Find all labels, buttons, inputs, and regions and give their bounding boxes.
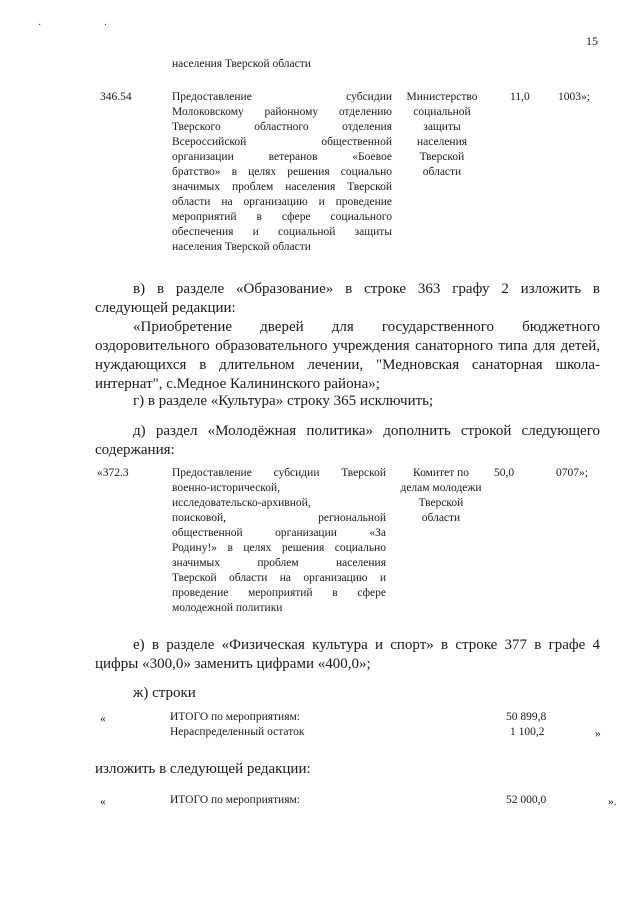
paragraph-line: цифры «300,0» заменить цифрами «400,0»; [95,656,371,672]
paragraph-line: содержания: [95,442,175,458]
desc-line: области на организацию и проведение [172,196,392,208]
paragraph-line: «Приобретение дверей для государственного бюджетного [133,319,600,335]
org-line: Комитет по [413,467,469,479]
row-organization [400,90,484,180]
desc-line: Тверского областного отделения [172,121,392,133]
desc-line: проведение мероприятий в сфере [172,587,386,599]
desc-line: военно-исторической, [172,482,281,494]
desc-line: населения Тверской области [172,241,311,253]
paragraph-line: д) раздел «Молодёжная политика» дополнить строкой следующего [133,423,600,439]
desc-line: организации ветеранов «Боевое [172,151,392,163]
paragraph-line: г) в разделе «Культура» строку 365 исключить; [133,393,434,409]
row-description [172,466,386,616]
org-line: Тверской [418,497,464,509]
paragraph-line: изложить в следующей редакции: [95,761,311,777]
paragraph-line: е) в разделе «Физическая культура и спорт» в строке 377 в графе 4 [133,637,600,653]
paragraph-line: следующей редакции: [95,300,236,316]
desc-line: общественной организации «За [172,527,386,539]
paragraph-v-quote [95,318,600,394]
row-tail-text: населения Тверской области [172,58,311,70]
ostatok-label: Нераспределенный остаток [170,726,305,738]
desc-line: значимых проблем населения [172,557,386,569]
desc-line: Тверской области на организацию и [172,572,386,584]
itogo-value: 50 899,8 [506,711,547,723]
open-quote: « [100,796,106,808]
desc-line: обеспечения и социальной защиты [172,226,392,238]
paragraph-line: интернат", с.Медное Калининского района»; [95,376,380,392]
paragraph-line: нуждающихся в длительном лечении, "Медновская санаторная школа- [95,357,600,373]
desc-line: Предоставление субсидии [172,91,392,103]
row-organization [394,466,488,526]
org-line: области [421,512,461,524]
paragraph-izlozhit [95,760,600,779]
paragraph-line: оздоровительного образовательного учреждения санаторного типа для детей, [95,338,600,354]
paragraph-zh [95,684,600,703]
org-line: Министерство [406,91,478,103]
row-sum: 11,0 [510,91,530,103]
itogo-label: ИТОГО по мероприятиям: [170,794,300,806]
org-line: населения [416,136,468,148]
desc-line: Родину!» в целях решения социально [172,542,386,554]
desc-line: Молоковскому районному отделению [172,106,392,118]
paragraph-v [95,280,600,318]
ostatok-value: 1 100,2 [510,726,545,738]
page-number: 15 [586,34,598,48]
row-kbk: 1003»; [558,91,590,103]
org-line: Тверской [419,151,465,163]
row-code: 346.54 [100,91,132,103]
row-kbk: 0707»; [556,467,588,479]
desc-line: исследовательско-архивной, [172,497,311,509]
close-quote: » [595,728,601,740]
row-sum: 50,0 [494,467,515,479]
paragraph-line: в) в разделе «Образование» в строке 363 графу 2 изложить в [133,281,600,297]
open-quote: « [100,713,106,725]
row-code: «372.3 [97,467,129,479]
desc-line: братство» в целях решения социально [172,166,392,178]
org-line: защиты [423,121,461,133]
close-quote: ». [608,796,617,808]
desc-line: значимых проблем населения Тверской [172,181,392,193]
row-description [172,90,392,255]
desc-line: молодежной политики [172,602,283,614]
desc-line: поисковой, региональной [172,512,386,524]
org-line: области [422,166,462,178]
paragraph-e [95,636,600,674]
paragraph-g [95,392,600,411]
itogo-value: 52 000,0 [506,794,547,806]
desc-line: мероприятий в сфере социального [172,211,392,223]
desc-line: Всероссийской общественной [172,136,392,148]
itogo-label: ИТОГО по мероприятиям: [170,711,300,723]
paragraph-d [95,422,600,460]
org-line: социальной [413,106,471,118]
scan-dots: · · [38,20,138,31]
paragraph-line: ж) строки [133,685,196,701]
desc-line: Предоставление субсидии Тверской [172,467,386,479]
org-line: делам молодежи [400,482,482,494]
